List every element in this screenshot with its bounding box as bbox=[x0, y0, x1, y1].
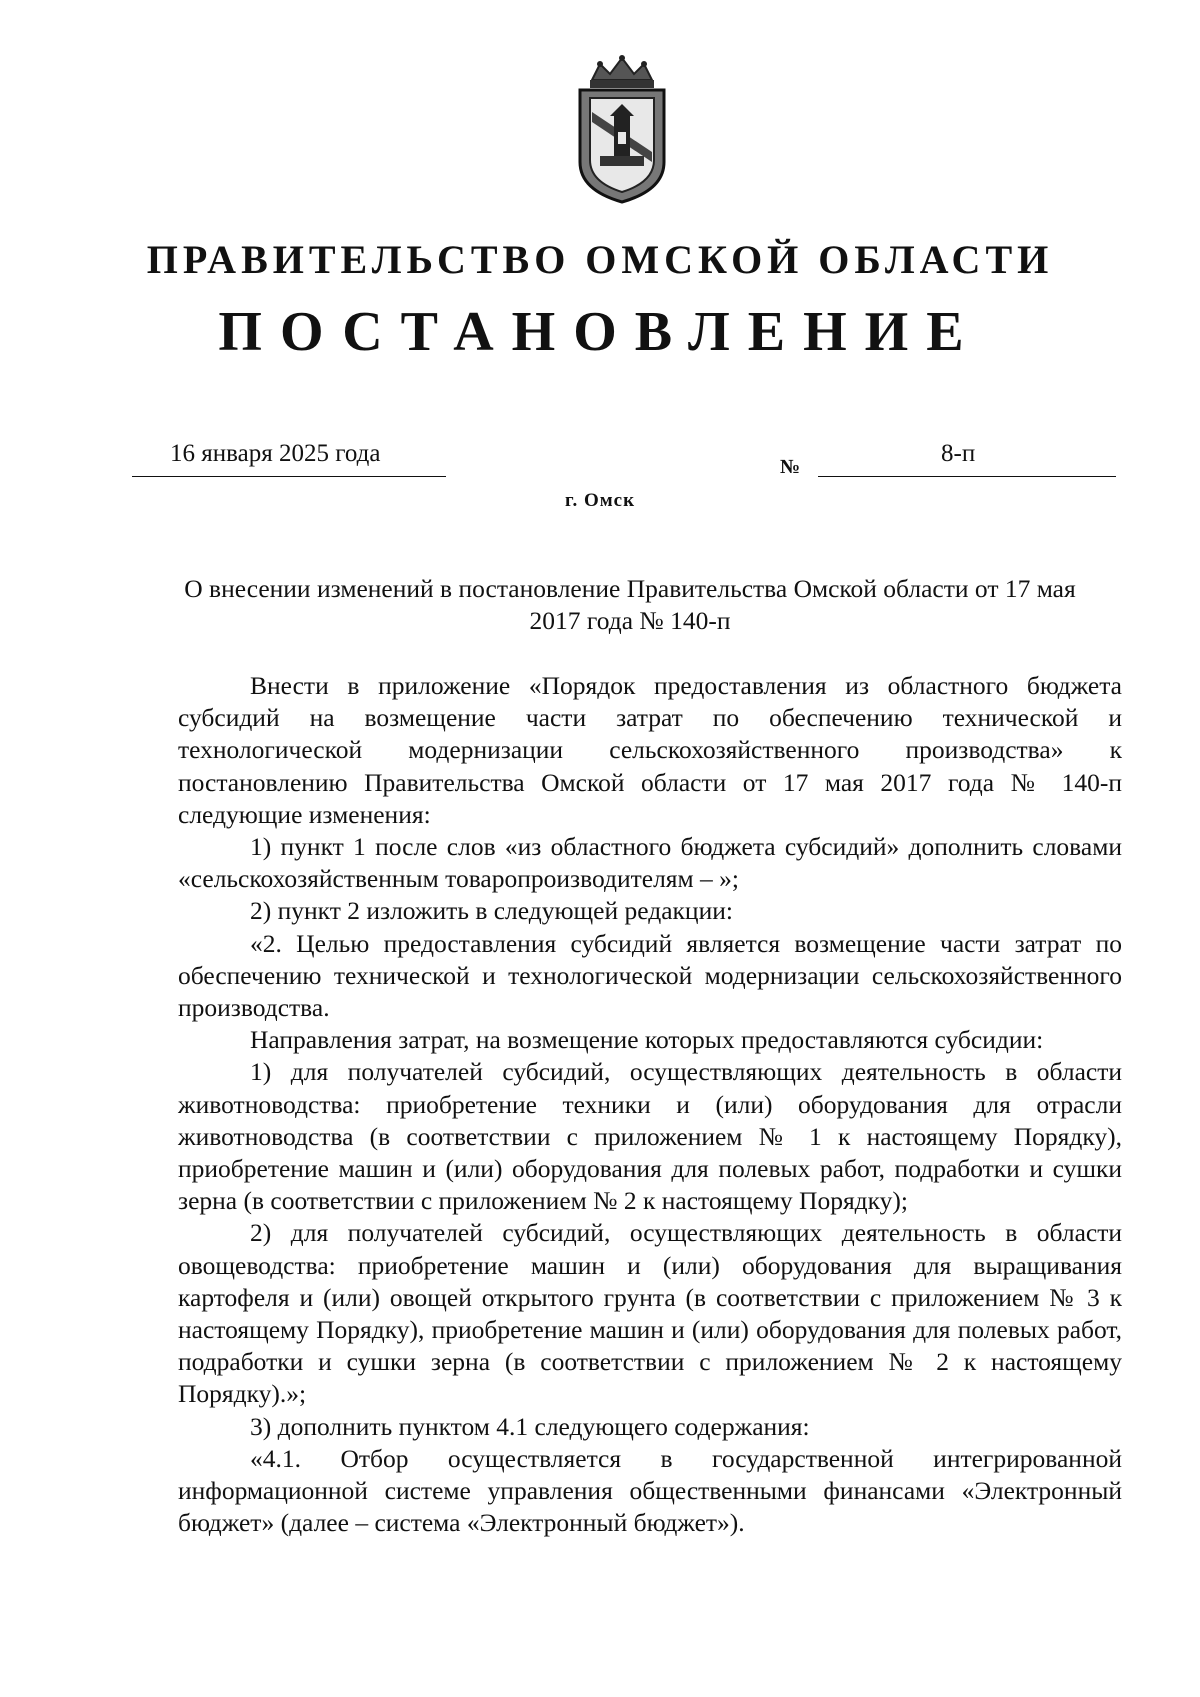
paragraph-item-1: 1) пункт 1 после слов «из областного бюджета субсидий» дополнить словами «сельскохозяйственным товаропроизводителям – »; bbox=[178, 832, 1122, 894]
paragraph-vegetables: 2) для получателей субсидий, осуществляющих деятельность в области овощеводства: приобретение машин и (или) оборудования для выращивания картофеля и (или) овощей открытого грунта (в соответствии с приложением № 3 к настоящему Порядку), приобретение машин и (или) оборудования для полевых работ, подработки и сушки зерна (в соответствии с приложением № 2 к настоящему Порядку).»; bbox=[178, 1218, 1122, 1409]
city-label: г. Омск bbox=[564, 490, 636, 511]
document-kind-title: ПОСТАНОВЛЕНИЕ bbox=[218, 301, 982, 363]
paragraph-livestock: 1) для получателей субсидий, осуществляющих деятельность в области животноводства: приобретение техники и (или) оборудования для отрасли животноводства (в соответствии с приложением № 1 к настоящему Порядку), приобретение машин и (или) оборудования для полевых работ, подработки и сушки зерна (в соответствии с приложением № 2 к настоящему Порядку); bbox=[178, 1057, 1122, 1216]
document-number: 8-п bbox=[941, 440, 976, 467]
paragraph-clause-2: «2. Целью предоставления субсидий является возмещение части затрат по обеспечению технической и технологической модернизации сельскохозяйственного производства. bbox=[178, 928, 1122, 1023]
paragraph-directions: Направления затрат, на возмещение которых предоставляются субсидии: bbox=[250, 1025, 1044, 1055]
paragraph-item-3: 3) дополнить пунктом 4.1 следующего содержания: bbox=[250, 1411, 810, 1441]
government-title: ПРАВИТЕЛЬСТВО ОМСКОЙ ОБЛАСТИ bbox=[146, 237, 1054, 282]
number-field bbox=[818, 432, 1116, 477]
paragraph-clause-4-1: «4.1. Отбор осуществляется в государственной интегрированной информационной системе управления общественными финансами «Электронный бюджет» (далее – система «Электронный бюджет»). bbox=[178, 1443, 1122, 1538]
document-heading: О внесении изменений в постановление Правительства Омской области от 17 мая 2017 года № 140-п bbox=[184, 574, 1076, 635]
paragraph-intro: Внести в приложение «Порядок предоставления из областного бюджета субсидий на возмещение части затрат по обеспечению технической и технологической модернизации сельскохозяйственного производства» к постановлению Правительства Омской области от 17 мая 2017 года № 140-п следующие изменения: bbox=[178, 671, 1122, 829]
number-sign: № bbox=[780, 456, 801, 478]
document-date: 16 января 2025 года bbox=[170, 440, 381, 467]
coat-of-arms-emblem bbox=[570, 52, 674, 204]
paragraph-item-2: 2) пункт 2 изложить в следующей редакции: bbox=[250, 896, 733, 926]
document-body bbox=[178, 670, 1122, 1539]
date-field bbox=[132, 432, 446, 477]
